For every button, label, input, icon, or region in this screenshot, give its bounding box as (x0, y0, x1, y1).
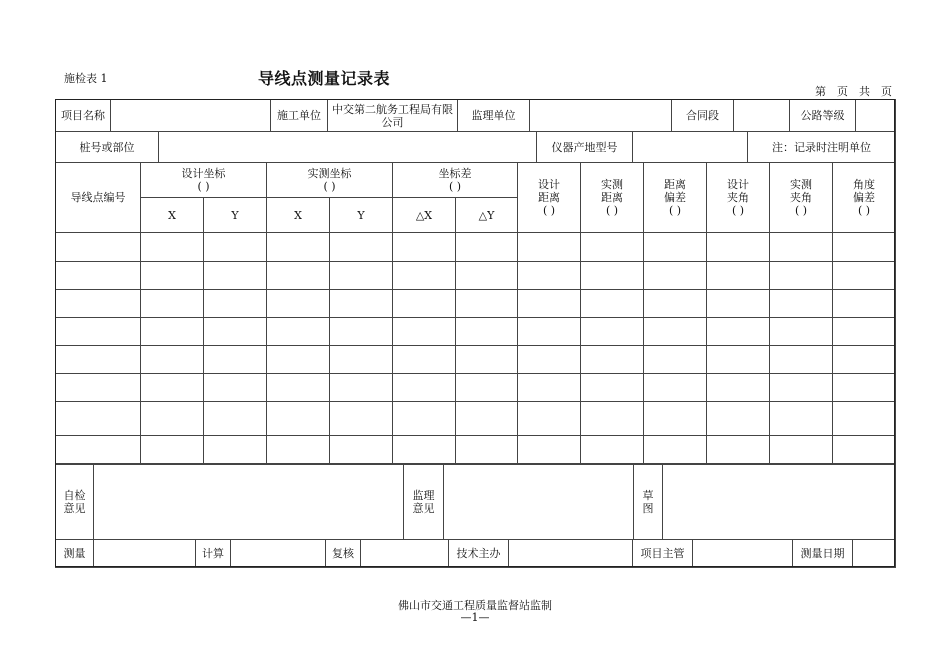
contractor-line-1: 中交第二航务工程局有限 (332, 102, 453, 116)
design-dist-l2: 距离 (538, 191, 560, 204)
calc-label: 计算 (196, 540, 231, 568)
tech-lead-label: 技术主办 (449, 540, 509, 568)
coord-diff-title: 坐标差 (438, 167, 472, 180)
page-info (815, 83, 893, 99)
measured-coord-title: 实测坐标 (307, 167, 352, 180)
sketch-l2: 图 (642, 501, 654, 515)
design-angle-l1: 设计 (727, 178, 749, 191)
design-y-header: Y (204, 198, 267, 233)
contractor-line-2: 公司 (381, 115, 404, 129)
dx-header: △X (393, 198, 456, 233)
angle-dev-l2: 偏差 (853, 191, 875, 204)
footer-org: 佛山市交通工程质量监督站监制 (398, 599, 552, 612)
measured-dist-l2: 距离 (601, 191, 623, 204)
review-label: 复核 (326, 540, 361, 568)
angle-dev-l1: 角度 (853, 178, 875, 191)
measured-x-header: X (267, 198, 330, 233)
supervision-l2: 意见 (412, 501, 435, 515)
contractor-label: 施工单位 (271, 100, 328, 132)
survey-date-label: 测量日期 (793, 540, 853, 568)
supervision-l1: 监理 (412, 488, 435, 502)
page-title: 导线点测量记录表 (258, 69, 391, 88)
design-x-header: X (141, 198, 204, 233)
measured-y-header: Y (330, 198, 393, 233)
measured-dist-l1: 实测 (601, 178, 623, 191)
dist-dev-l1: 距离 (664, 178, 686, 191)
supervisor-label: 监理单位 (458, 100, 530, 132)
station-label: 桩号或部位 (56, 132, 159, 163)
footer-page-number: —1— (460, 611, 490, 624)
design-angle-l2: 夹角 (727, 191, 749, 204)
dy-header: △Y (456, 198, 518, 233)
unit-note: 注：记录时注明单位 (748, 132, 896, 163)
contract-label: 合同段 (672, 100, 734, 132)
measured-coord-unit: ( ) (323, 180, 336, 193)
form-border (55, 99, 895, 567)
design-angle-unit: ( ) (731, 204, 745, 217)
project-name-label: 项目名称 (56, 100, 111, 132)
project-lead-label: 项目主管 (633, 540, 693, 568)
measured-angle-l1: 实测 (790, 178, 812, 191)
design-coord-unit: ( ) (197, 180, 210, 193)
measured-angle-unit: ( ) (794, 204, 808, 217)
design-coord-title: 设计坐标 (181, 167, 226, 180)
page-di: 第 (815, 85, 827, 98)
measured-dist-unit: ( ) (605, 204, 619, 217)
form-number: 施检表 1 (64, 72, 108, 85)
sketch-l1: 草 (642, 488, 654, 502)
instrument-label: 仪器产地型号 (537, 132, 633, 163)
survey-label: 测量 (56, 540, 94, 568)
angle-dev-unit: ( ) (857, 204, 871, 217)
measured-angle-l2: 夹角 (790, 191, 812, 204)
self-check-l1: 自检 (63, 488, 86, 502)
page-ye: 页 (837, 85, 849, 98)
page-ye2: 页 (881, 85, 893, 98)
point-no-header: 导线点编号 (56, 163, 141, 233)
page-gong: 共 (859, 85, 871, 98)
self-check-l2: 意见 (63, 501, 86, 515)
road-grade-label: 公路等级 (790, 100, 856, 132)
design-dist-l1: 设计 (538, 178, 560, 191)
design-dist-unit: ( ) (542, 204, 556, 217)
coord-diff-unit: ( ) (448, 180, 462, 193)
dist-dev-l2: 偏差 (664, 191, 686, 204)
dist-dev-unit: ( ) (668, 204, 682, 217)
